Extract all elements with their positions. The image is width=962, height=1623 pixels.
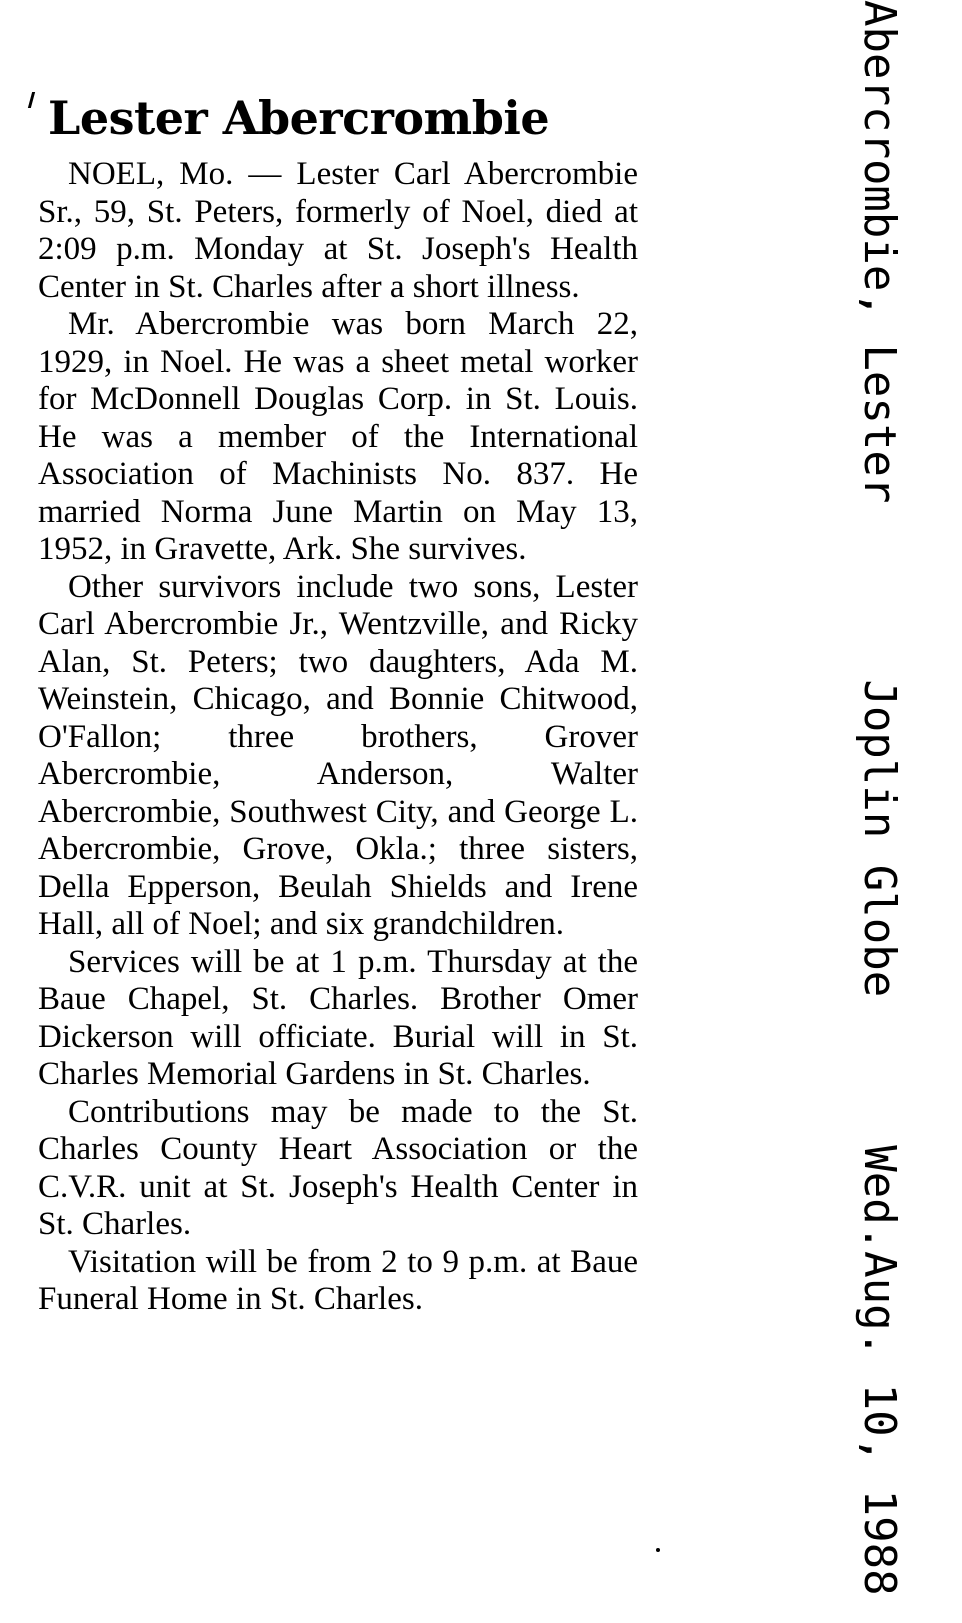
print-mark [28,92,35,108]
annotation-newspaper: Joplin Globe [854,679,905,998]
obituary-clipping [38,90,638,1319]
print-speck [656,1548,660,1552]
obituary-paragraph-survivors: Other survivors include two sons, Lester Carl Abercrombie Jr., Wentzville, and Ricky Alan, St. Peters; two daughters, Ada M. Weinstein, Chicago, and Bonnie Chitwood, O'Fallon; three brothers, Grover Abercrombie, Anderson, Walter Abercrombie, Southwest City, and George L. Abercrombie, Grove, Okla.; three sisters, Della Epperson, Beulah Shields and Irene Hall, all of Noel; and six grandchildren. [38,568,638,942]
obituary-paragraph-services: Services will be at 1 p.m. Thursday at the Baue Chapel, St. Charles. Brother Omer Dickerson will officiate. Burial will in St. Charles Memorial Gardens in St. Charles. [38,943,638,1092]
obituary-paragraph-visitation: Visitation will be from 2 to 9 p.m. at Baue Funeral Home in St. Charles. [38,1243,638,1317]
annotation-name: Abercrombie, Lester [854,0,905,504]
annotation-date: Wed.Aug. 10, 1988 [854,1145,905,1596]
obituary-headline: Lester Abercrombie [48,91,550,145]
obituary-paragraph-biography: Mr. Abercrombie was born March 22, 1929, in Noel. He was a sheet metal worker for McDonnell Douglas Corp. in St. Louis. He was a member of the International Association of Machinists No. 837. He married Norma June Martin on May 13, 1952, in Gravette, Ark. She survives. [38,306,638,567]
typed-annotation [853,0,905,1596]
obituary-paragraph-death-notice: NOEL, Mo. — Lester Carl Abercrombie Sr., 59, St. Peters, formerly of Noel, died at 2:09 p.m. Monday at St. Joseph's Health Center in St. Charles after a short illness. [38,156,638,305]
obituary-paragraph-contributions: Contributions may be made to the St. Charles County Heart Association or the C.V.R. unit at St. Joseph's Health Center in St. Charles. [38,1093,638,1242]
